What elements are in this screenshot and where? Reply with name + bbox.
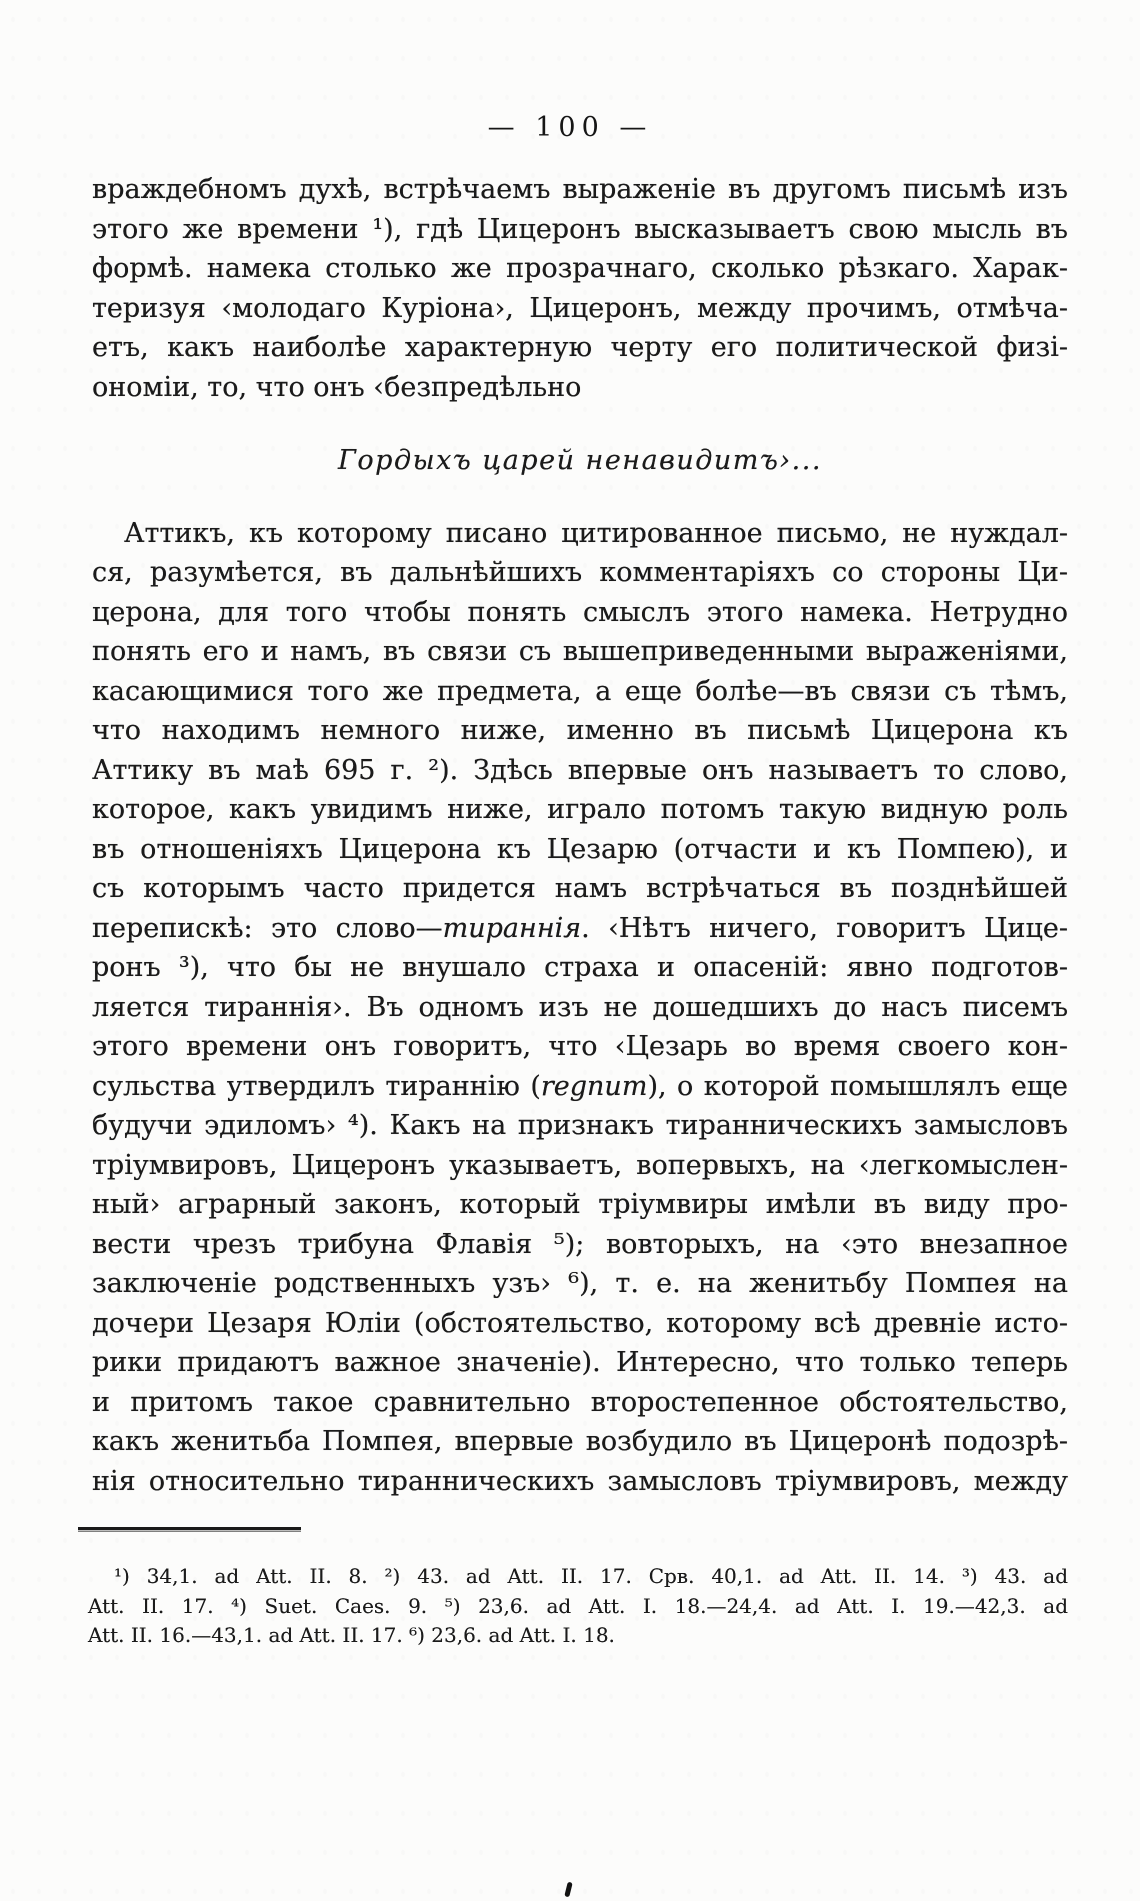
footnote-line (88, 1621, 1068, 1651)
paragraph-1 (92, 170, 1068, 407)
text-line (92, 790, 1068, 830)
text-segment: перепискѣ: это слово— (92, 912, 443, 944)
page-number: — 100 — (487, 112, 653, 143)
text-line (92, 289, 1068, 329)
text-segment: вести чрезъ трибуна Флавія ⁵); вовторыхъ, на ‹это внезапное (92, 1228, 1068, 1260)
text-segment: ляется тираннія›. Въ одномъ изъ не дошедшихъ до насъ писемъ (92, 991, 1068, 1023)
text-segment: Аттикъ, къ которому писано цитированное письмо, не нуждал- (124, 517, 1068, 549)
text-segment: сульства утвердилъ тираннію ( (92, 1070, 541, 1102)
text-line (92, 553, 1068, 593)
text-line (92, 632, 1068, 672)
text-segment: этого же времени ¹), гдѣ Цицеронъ высказываетъ свою мысль въ (92, 213, 1068, 245)
verse-quote: Гордыхъ царей ненавидитъ›... (338, 445, 822, 476)
text-segment: понять его и намъ, въ связи съ вышеприведенными выраженіями, (92, 636, 1068, 667)
text-line (92, 1067, 1068, 1107)
footnotes (88, 1562, 1068, 1651)
text-line (92, 988, 1068, 1028)
text-segment: этого времени онъ говоритъ, что ‹Цезарь во время своего кон- (92, 1031, 1068, 1062)
text-line (92, 1106, 1068, 1146)
text-segment: будучи эдиломъ› ⁴). Какъ на признакъ тиранническихъ замысловъ (92, 1110, 1068, 1141)
footnote-line (88, 1592, 1068, 1622)
text-line (92, 249, 1068, 289)
text-line (92, 170, 1068, 210)
text-segment: заключеніе родственныхъ узъ› ⁶), т. е. на женитьбу Помпея на (92, 1268, 1068, 1299)
text-line (92, 1343, 1068, 1383)
text-line (92, 210, 1068, 250)
ink-speck (564, 1882, 572, 1898)
paragraph-2 (92, 514, 1068, 1502)
text-segment: церона, для того чтобы понять смыслъ этого намека. Нетрудно (92, 596, 1068, 628)
footnote-divider (78, 1527, 301, 1532)
text-line (92, 514, 1068, 554)
text-segment: съ которымъ часто придется намъ встрѣчаться въ позднѣйшей (92, 873, 1068, 904)
text-segment: Аттику въ маѣ 695 г. ²). Здѣсь впервые онъ называетъ то слово, (92, 754, 1068, 786)
text-segment: ся, разумѣется, въ дальнѣйшихъ комментаріяхъ со стороны Ци- (92, 557, 1068, 588)
body-text (92, 170, 1068, 1501)
text-line (92, 909, 1068, 949)
text-line (92, 368, 1068, 408)
text-line (92, 1422, 1068, 1462)
text-segment: рики придаютъ важное значеніе). Интересно, что только теперь (92, 1347, 1068, 1378)
footnote-line (88, 1562, 1068, 1592)
text-segment: ), о которой помышлялъ еще (647, 1070, 1068, 1102)
text-line (92, 1383, 1068, 1423)
text-line (92, 751, 1068, 791)
text-segment: Att. II. 16.—43,1. ad Att. II. 17. ⁶) 23,6. ad Att. I. 18. (88, 1623, 615, 1647)
italic-text-segment: regnum (540, 1070, 648, 1102)
text-segment: тріумвировъ, Цицеронъ указываетъ, вопервыхъ, на ‹легкомыслен- (92, 1149, 1068, 1181)
text-segment: враждебномъ духѣ, встрѣчаемъ выраженіе въ другомъ письмѣ изъ (92, 174, 1068, 205)
text-line (92, 1027, 1068, 1067)
text-segment: теризуя ‹молодаго Куріона›, Цицеронъ, между прочимъ, отмѣча- (92, 292, 1068, 324)
text-segment: и притомъ такое сравнительно второстепенное обстоятельство, (92, 1386, 1068, 1418)
text-line (92, 711, 1068, 751)
text-line (92, 593, 1068, 633)
text-segment: ¹) 34,1. ad Att. II. 8. ²) 43. ad Att. II. 17. Срв. 40,1. ad Att. II. 14. ³) 43. ad (114, 1564, 1068, 1588)
text-segment: етъ, какъ наиболѣе характерную черту его политической физі- (92, 332, 1068, 363)
text-line (92, 1264, 1068, 1304)
text-segment: нія относительно тиранническихъ замысловъ тріумвировъ, между (92, 1465, 1068, 1497)
text-segment: что находимъ немного ниже, именно въ письмѣ Цицерона къ (92, 715, 1068, 746)
text-segment: какъ женитьба Помпея, впервые возбудило въ Цицеронѣ подозрѣ- (92, 1426, 1068, 1457)
text-line (92, 672, 1068, 712)
text-line (92, 869, 1068, 909)
text-segment: касающимися того же предмета, а еще болѣе—въ связи съ тѣмъ, (92, 675, 1068, 707)
text-segment: ронъ ³), что бы не внушало страха и опасеній: явно подготов- (92, 952, 1068, 983)
text-line (92, 1225, 1068, 1265)
text-segment: ономіи, то, что онъ ‹безпредѣльно (92, 371, 582, 403)
text-segment: дочери Цезаря Юліи (обстоятельство, которому всѣ древніе исто- (92, 1307, 1068, 1339)
text-segment: ный› аграрный законъ, который тріумвиры имѣли въ виду про- (92, 1189, 1068, 1220)
text-segment: которое, какъ увидимъ ниже, играло потомъ такую видную роль (92, 794, 1068, 825)
text-line (92, 1462, 1068, 1502)
italic-text-segment: тираннія (442, 912, 582, 944)
text-line (92, 328, 1068, 368)
text-line (92, 1185, 1068, 1225)
text-line (92, 830, 1068, 870)
text-line (92, 948, 1068, 988)
text-line (92, 1304, 1068, 1344)
text-line (92, 1146, 1068, 1186)
text-segment: . ‹Нѣтъ ничего, говоритъ Цице- (581, 912, 1068, 944)
text-segment: формѣ. намека столько же прозрачнаго, сколько рѣзкаго. Харак- (92, 253, 1068, 284)
text-segment: Att. II. 17. ⁴) Suet. Caes. 9. ⁵) 23,6. ad Att. I. 18.—24,4. ad Att. I. 19.—42,3. ad (88, 1593, 1068, 1618)
text-segment: въ отношеніяхъ Цицерона къ Цезарю (отчасти и къ Помпею), и (92, 833, 1068, 865)
